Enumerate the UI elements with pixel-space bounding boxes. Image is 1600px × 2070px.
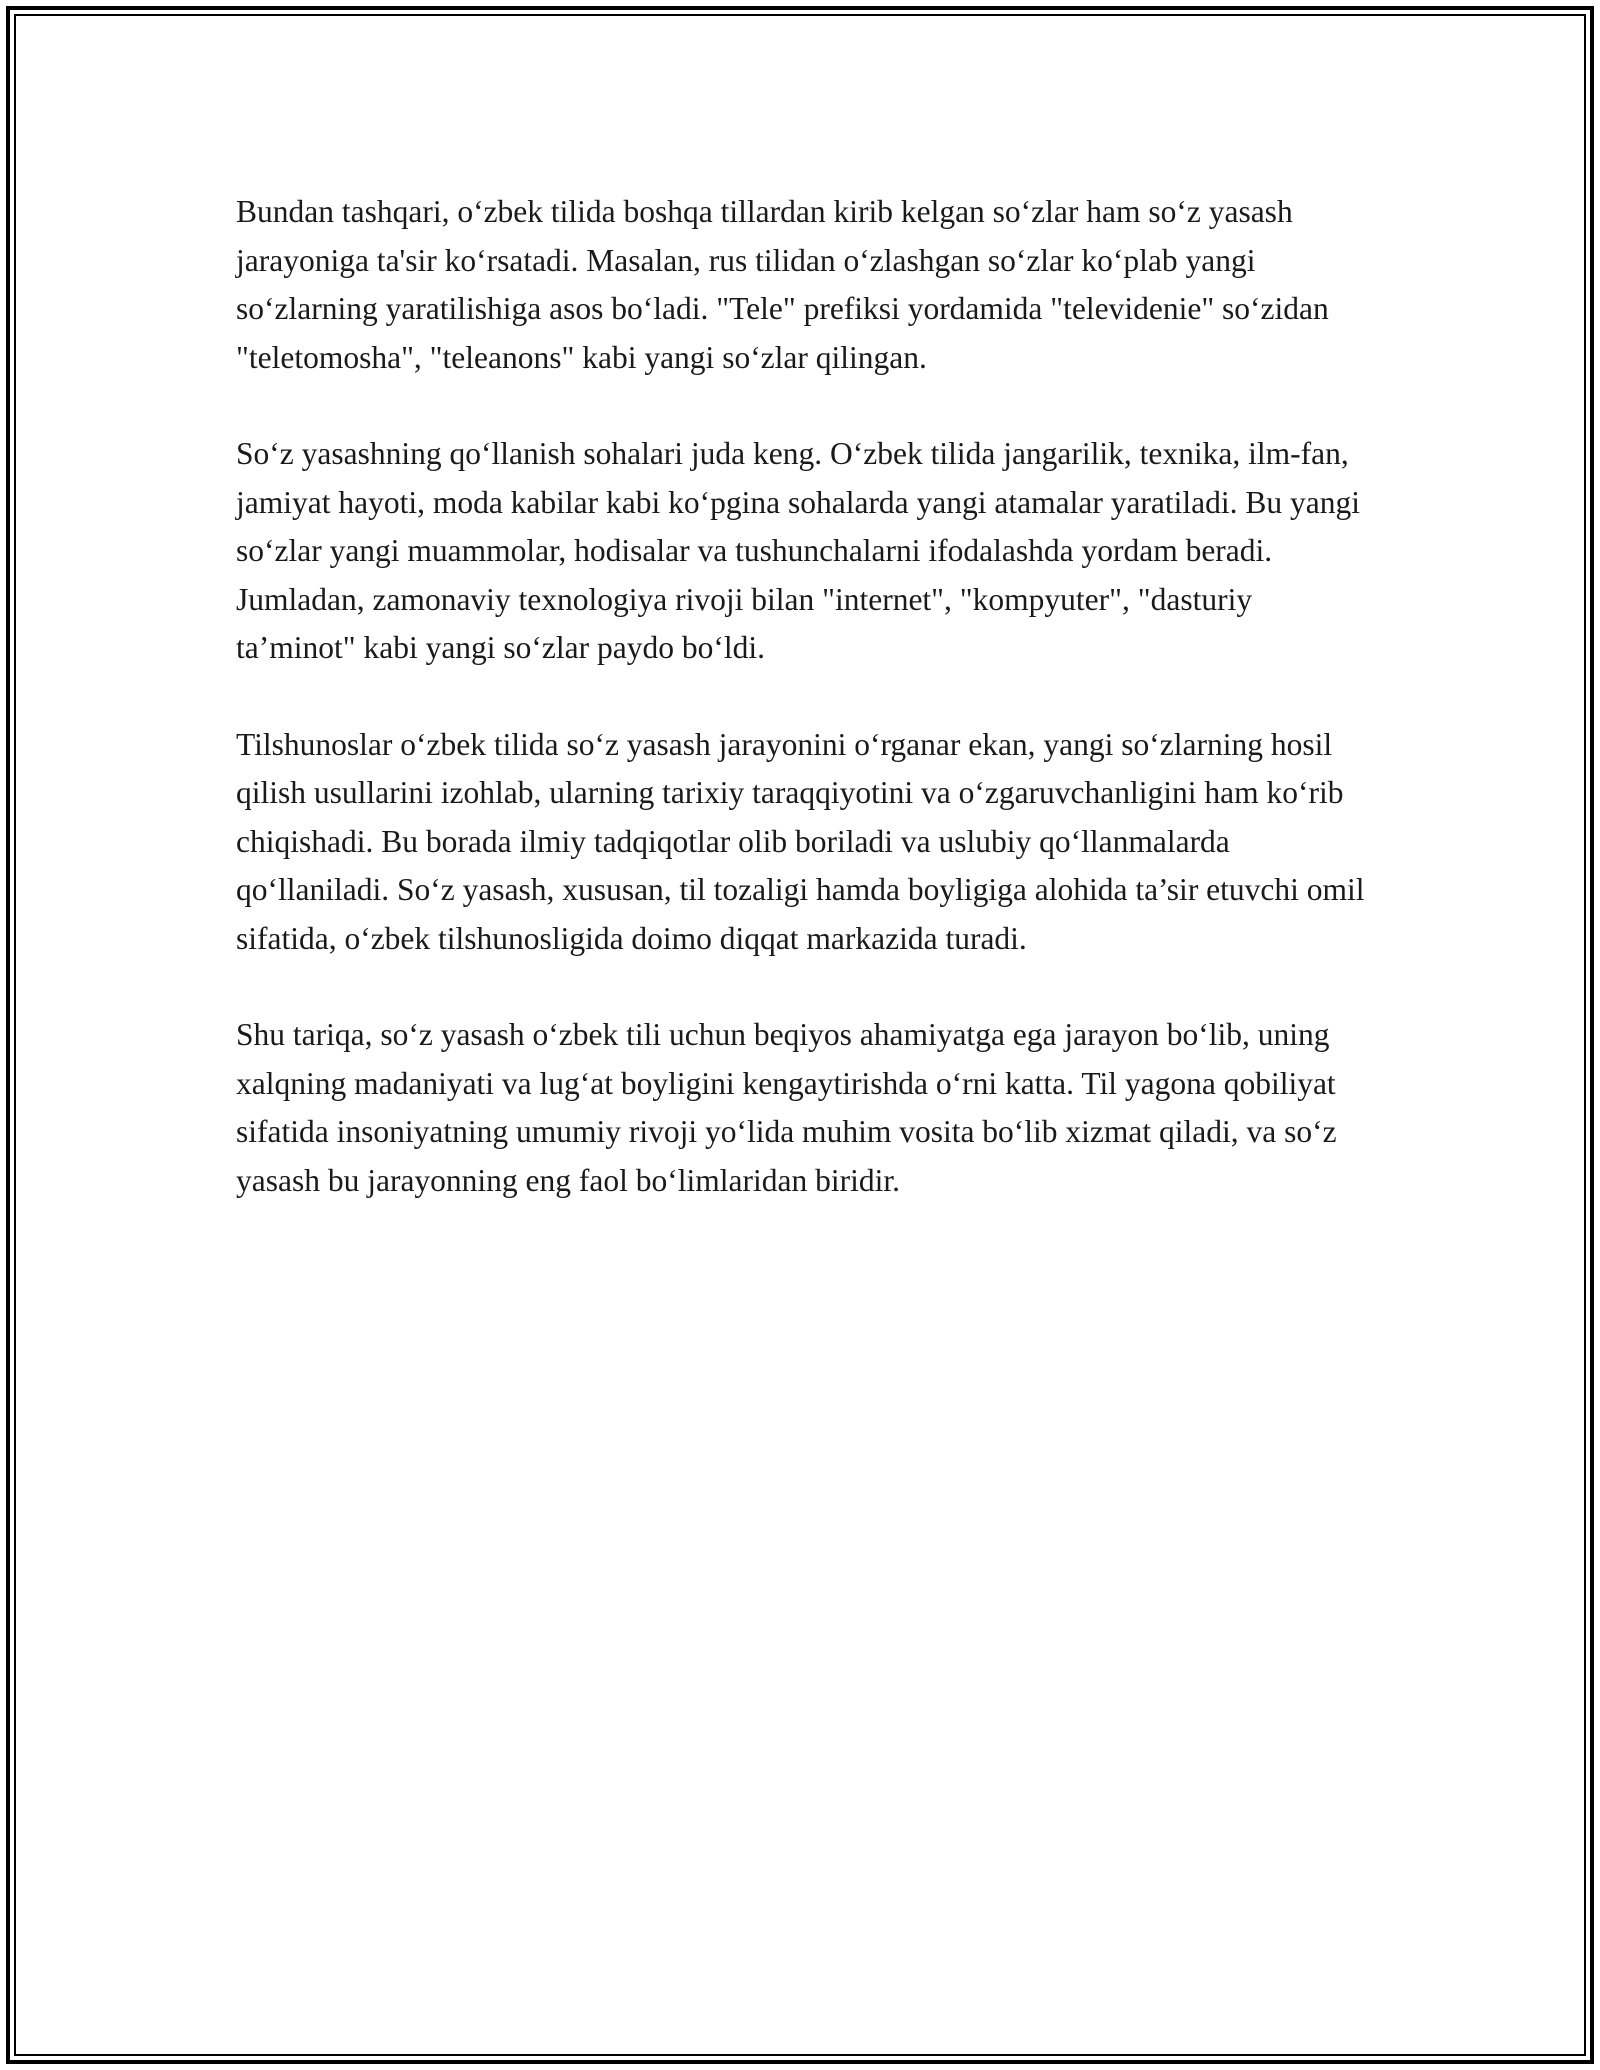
paragraph-3: Tilshunoslar o‘zbek tilida so‘z yasash jarayonini o‘rganar ekan, yangi so‘zlarning hosil qilish usullarini izohlab, ularning tarixiy taraqqiyotini va o‘zgaruvchanligini ham ko‘rib chiqishadi. Bu borada ilmiy tadqiqotlar olib boriladi va uslubiy qo‘llanmalarda qo‘llaniladi. So‘z yasash, xususan, til tozaligi hamda boyligiga alohida ta’sir etuvchi omil sifatida, o‘zbek tilshunosligida doimo diqqat markazida turadi. bbox=[236, 726, 1365, 956]
paragraph-1: Bundan tashqari, o‘zbek tilida boshqa tillardan kirib kelgan so‘zlar ham so‘z yasash jarayoniga ta'sir ko‘rsatadi. Masalan, rus tilidan o‘zlashgan so‘zlar ko‘plab yangi so‘zlarning yaratilishiga asos bo‘ladi. "Tele" prefiksi yordamida "televidenie" so‘zidan "teletomosha", "teleanons" kabi yangi so‘zlar qilingan. bbox=[236, 194, 1329, 375]
paragraph-2: So‘z yasashning qo‘llanish sohalari juda keng. O‘zbek tilida jangarilik, texnika, ilm-fan, jamiyat hayoti, moda kabilar kabi ko‘pgina sohalarda yangi atamalar yaratiladi. Bu yangi so‘zlar yangi muammolar, hodisalar va tushunchalarni ifodalashda yordam beradi. Jumladan, zamonaviy texnologiya rivoji bilan "internet", "kompyuter", "dasturiy ta’minot" kabi yangi so‘zlar paydo bo‘ldi. bbox=[236, 436, 1361, 665]
paragraph-4: Shu tariqa, so‘z yasash o‘zbek tili uchun beqiyos ahamiyatga ega jarayon bo‘lib, uning xalqning madaniyati va lug‘at boyligini kengaytirishda o‘rni katta. Til yagona qobiliyat sifatida insoniyatning umumiy rivoji yo‘lida muhim vosita bo‘lib xizmat qiladi, va so‘z yasash bu jarayonning eng faol bo‘limlaridan biridir. bbox=[236, 1017, 1337, 1198]
document-body bbox=[236, 188, 1371, 1253]
